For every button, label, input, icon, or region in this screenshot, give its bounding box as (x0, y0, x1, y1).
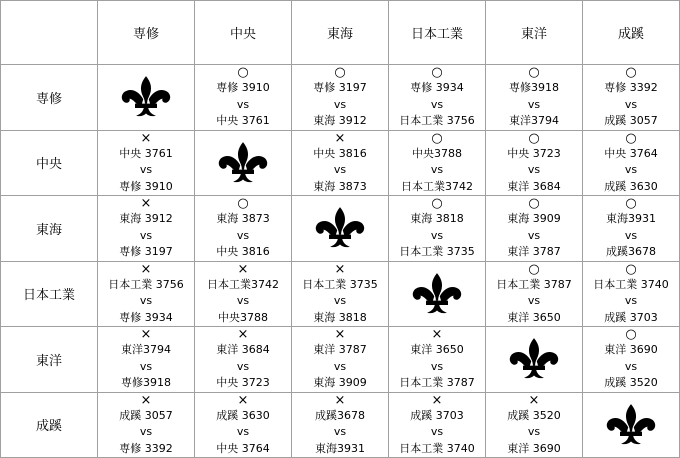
opponent-score: 東洋3794 (509, 114, 559, 127)
row-header (1, 327, 98, 393)
row-header-label: 中央 (35, 157, 62, 173)
opponent-score: 成蹊3678 (606, 245, 656, 258)
opponent-score: 中央3788 (218, 310, 268, 324)
vs-label: vs (236, 228, 250, 242)
vs-label: vs (139, 228, 153, 242)
vs-label: vs (430, 163, 444, 176)
vs-label: vs (527, 163, 541, 176)
team-score: 東洋3794 (121, 343, 171, 356)
fleur-de-lis-icon (603, 403, 659, 447)
opponent-score: 中央 3816 (216, 245, 270, 258)
opponent-score: 日本工業 3756 (399, 114, 475, 127)
result-mark: ○ (237, 196, 249, 211)
vs-label: vs (333, 294, 347, 307)
result-mark: ○ (431, 65, 443, 80)
table-row (1, 392, 680, 458)
team-score: 専修 3392 (604, 81, 658, 94)
opponent-score: 東洋 3650 (507, 310, 561, 324)
row-header (1, 196, 98, 262)
team-score: 専修 3934 (410, 81, 464, 94)
match-cell (583, 196, 680, 262)
match-cell (195, 327, 292, 393)
vs-label: vs (624, 97, 638, 111)
self-cell (98, 65, 195, 131)
result-mark: ○ (625, 130, 637, 146)
row-header-label: 東海 (35, 222, 62, 238)
team-score: 東海 3873 (216, 212, 270, 225)
table-row (1, 196, 680, 262)
match-cell (389, 327, 486, 393)
match-cell (583, 261, 680, 327)
row-header-label: 専修 (35, 91, 62, 107)
result-mark: × (237, 261, 249, 277)
opponent-score: 東洋 3684 (507, 179, 561, 193)
team-score: 日本工業 3740 (593, 277, 669, 291)
vs-label: vs (333, 97, 347, 111)
result-mark: × (140, 392, 152, 408)
result-mark: × (140, 327, 152, 342)
team-score: 専修3918 (509, 81, 559, 94)
match-cell (98, 196, 195, 262)
vs-label: vs (139, 163, 153, 176)
match-cell (389, 392, 486, 458)
team-score: 東洋 3787 (313, 343, 367, 356)
vs-label: vs (527, 97, 541, 111)
team-score: 成蹊 3057 (119, 408, 173, 422)
team-score: 中央3788 (412, 146, 462, 160)
opponent-score: 東洋 3787 (507, 245, 561, 258)
column-header-label: 東洋 (520, 27, 547, 42)
result-mark: ○ (625, 196, 637, 211)
match-cell (486, 261, 583, 327)
match-cell (195, 392, 292, 458)
result-mark: × (528, 392, 540, 408)
vs-label: vs (333, 163, 347, 176)
vs-label: vs (236, 294, 250, 307)
result-mark: × (334, 130, 346, 146)
self-cell (292, 196, 389, 262)
result-mark: × (140, 130, 152, 146)
match-cell (195, 65, 292, 131)
vs-label: vs (236, 359, 250, 373)
team-score: 日本工業 3787 (496, 277, 572, 291)
result-mark: × (431, 327, 443, 342)
match-cell (389, 130, 486, 196)
column-header-label: 成蹊 (617, 27, 644, 42)
result-mark: ○ (625, 261, 637, 277)
column-header-label: 中央 (229, 27, 256, 42)
team-score: 中央 3816 (313, 146, 367, 160)
self-cell (583, 392, 680, 458)
vs-label: vs (624, 228, 638, 242)
result-mark: ○ (528, 65, 540, 80)
column-header (195, 1, 292, 65)
opponent-score: 中央 3764 (216, 441, 270, 455)
match-cell (583, 130, 680, 196)
team-score: 東海 3818 (410, 212, 464, 225)
team-score: 専修 3910 (216, 81, 270, 94)
fleur-de-lis-icon (118, 75, 174, 119)
result-mark: × (334, 261, 346, 277)
result-mark: ○ (528, 261, 540, 277)
team-score: 日本工業 3735 (302, 277, 378, 291)
match-cell (292, 65, 389, 131)
result-mark: ○ (528, 130, 540, 146)
row-header (1, 65, 98, 131)
match-cell (98, 130, 195, 196)
match-cell (292, 130, 389, 196)
vs-label: vs (139, 425, 153, 438)
opponent-score: 専修 3934 (119, 310, 173, 324)
row-header-label: 日本工業 (22, 288, 75, 304)
match-cell (583, 65, 680, 131)
row-header-label: 成蹊 (35, 419, 62, 435)
team-score: 中央 3723 (507, 146, 561, 160)
match-cell (583, 327, 680, 393)
column-header (583, 1, 680, 65)
vs-label: vs (527, 294, 541, 307)
match-cell (389, 196, 486, 262)
team-score: 東洋 3684 (216, 343, 270, 356)
match-cell (98, 327, 195, 393)
column-header (98, 1, 195, 65)
opponent-score: 成蹊 3703 (604, 310, 658, 324)
row-header-label: 東洋 (35, 353, 62, 369)
opponent-score: 東海 3909 (313, 376, 367, 389)
row-header (1, 261, 98, 327)
opponent-score: 東海 3873 (313, 179, 367, 193)
match-cell (98, 392, 195, 458)
self-cell (486, 327, 583, 393)
table-row (1, 130, 680, 196)
table-row (1, 261, 680, 327)
result-mark: × (140, 196, 152, 211)
opponent-score: 成蹊 3057 (604, 114, 658, 127)
result-mark: ○ (431, 196, 443, 211)
match-cell (292, 392, 389, 458)
vs-label: vs (624, 359, 638, 373)
team-score: 成蹊 3630 (216, 408, 270, 422)
vs-label: vs (430, 359, 444, 373)
fleur-de-lis-icon (215, 141, 271, 185)
opponent-score: 成蹊 3630 (604, 179, 658, 193)
column-header (292, 1, 389, 65)
opponent-score: 専修 3392 (119, 441, 173, 455)
vs-label: vs (430, 425, 444, 438)
team-score: 成蹊3678 (315, 408, 365, 422)
match-cell (389, 65, 486, 131)
match-cell (195, 261, 292, 327)
vs-label: vs (333, 425, 347, 438)
vs-label: vs (430, 228, 444, 242)
vs-label: vs (139, 294, 153, 307)
column-header-label: 東海 (326, 27, 353, 42)
team-score: 中央 3764 (604, 146, 658, 160)
result-mark: ○ (625, 65, 637, 80)
vs-label: vs (139, 359, 153, 373)
team-score: 成蹊 3520 (507, 408, 561, 422)
result-mark: × (334, 327, 346, 342)
team-score: 中央 3761 (119, 146, 173, 160)
vs-label: vs (236, 97, 250, 111)
opponent-score: 日本工業3742 (401, 179, 473, 193)
vs-label: vs (527, 228, 541, 242)
table-row (1, 65, 680, 131)
match-cell (486, 130, 583, 196)
opponent-score: 日本工業 3735 (399, 245, 475, 258)
vs-label: vs (333, 359, 347, 373)
team-score: 東海 3909 (507, 212, 561, 225)
vs-label: vs (430, 97, 444, 111)
result-mark: ○ (237, 65, 249, 80)
self-cell (195, 130, 292, 196)
fleur-de-lis-icon (312, 206, 368, 250)
team-score: 専修 3197 (313, 81, 367, 94)
opponent-score: 日本工業 3740 (399, 441, 475, 455)
result-mark: × (237, 327, 249, 342)
vs-label: vs (624, 163, 638, 176)
team-score: 東洋 3650 (410, 343, 464, 356)
opponent-score: 東海3931 (315, 441, 365, 455)
result-mark: ○ (431, 130, 443, 146)
row-header (1, 392, 98, 458)
opponent-score: 専修 3197 (119, 245, 173, 258)
result-mark: ○ (334, 65, 346, 80)
match-cell (486, 196, 583, 262)
self-cell (389, 261, 486, 327)
fleur-de-lis-icon (506, 337, 562, 381)
match-cell (486, 392, 583, 458)
column-header-label: 専修 (132, 27, 159, 42)
match-cell (486, 65, 583, 131)
vs-label: vs (624, 294, 638, 307)
result-mark: ○ (528, 196, 540, 211)
column-header (486, 1, 583, 65)
corner-cell (1, 1, 98, 65)
opponent-score: 中央 3723 (216, 376, 270, 389)
result-mark: × (140, 261, 152, 277)
vs-label: vs (527, 425, 541, 438)
opponent-score: 日本工業 3787 (399, 376, 475, 389)
match-cell (292, 261, 389, 327)
opponent-score: 東海 3912 (313, 114, 367, 127)
team-score: 成蹊 3703 (410, 408, 464, 422)
match-cell (98, 261, 195, 327)
match-cell (292, 327, 389, 393)
result-mark: × (334, 392, 346, 408)
header-row (1, 1, 680, 65)
result-mark: × (237, 392, 249, 408)
opponent-score: 東海 3818 (313, 310, 367, 324)
team-score: 東洋 3690 (604, 343, 658, 356)
team-score: 東海 3912 (119, 212, 173, 225)
fleur-de-lis-icon (409, 272, 465, 316)
result-mark: × (431, 392, 443, 408)
opponent-score: 専修 3910 (119, 179, 173, 193)
result-mark: ○ (625, 327, 637, 342)
team-score: 日本工業 3756 (108, 277, 184, 291)
team-score: 東海3931 (606, 212, 656, 225)
match-cell (195, 196, 292, 262)
opponent-score: 東洋 3690 (507, 441, 561, 455)
opponent-score: 中央 3761 (216, 114, 270, 127)
opponent-score: 成蹊 3520 (604, 376, 658, 389)
team-score: 日本工業3742 (207, 277, 279, 291)
column-header-label: 日本工業 (410, 27, 463, 42)
opponent-score: 専修3918 (121, 376, 171, 389)
row-header (1, 130, 98, 196)
vs-label: vs (236, 425, 250, 438)
table-row (1, 327, 680, 393)
column-header (389, 1, 486, 65)
